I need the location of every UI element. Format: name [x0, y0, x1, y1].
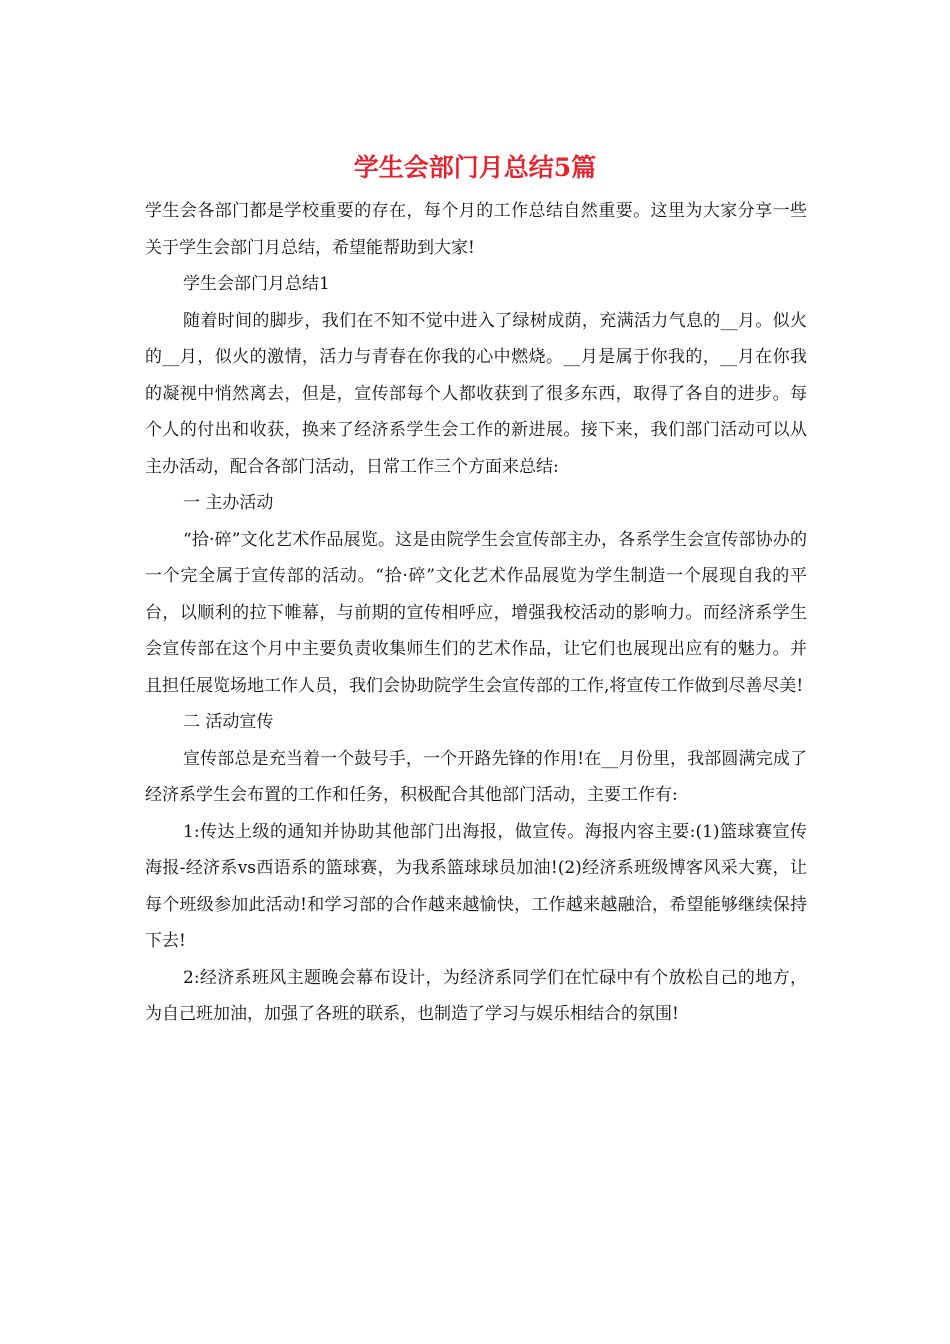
body-paragraph: 1:传达上级的通知并协助其他部门出海报，做宣传。海报内容主要:(1)篮球赛宣传海报-经济系vs西语系的篮球赛，为我系篮球球员加油!(2)经济系班级博客风采大赛，让每个班级参加此活动!和学习部的合作越来越愉快，工作越来越融洽，希望能够继续保持下去!	[145, 821, 807, 951]
body-paragraph: 2:经济系班风主题晚会幕布设计，为经济系同学们在忙碌中有个放松自己的地方，为自己班加油，加强了各班的联系，也制造了学习与娱乐相结合的氛围!	[145, 967, 807, 1024]
body-paragraph: “拾·碎”文化艺术作品展览。这是由院学生会宣传部主办，各系学生会宣传部协办的一个完全属于宣传部的活动。“拾·碎”文化艺术作品展览为学生制造一个展现自我的平台，以顺利的拉下帷幕，与前期的宣传相呼应，增强我校活动的影响力。而经济系学生会宣传部在这个月中主要负责收集师生们的艺术作品，让它们也展现出应有的魅力。并且担任展览场地工作人员，我们会协助院学生会宣传部的工作,将宣传工作做到尽善尽美!	[145, 529, 807, 696]
subsection-heading: 二 活动宣传	[183, 712, 274, 732]
body-paragraph: 宣传部总是充当着一个鼓号手，一个开路先锋的作用!在__月份里，我部圆满完成了经济系学生会布置的工作和任务，积极配合其他部门活动，主要工作有:	[145, 748, 807, 805]
body-paragraph: 随着时间的脚步，我们在不知不觉中进入了绿树成荫，充满活力气息的__月。似火的__月，似火的激情，活力与青春在你我的心中燃烧。__月是属于你我的，__月在你我的凝视中悄然离去，但是，宣传部每个人都收获到了很多东西，取得了各自的进步。每个人的付出和收获，换来了经济系学生会工作的新进展。接下来，我们部门活动可以从主办活动，配合各部门活动，日常工作三个方面来总结:	[145, 310, 807, 477]
subsection-heading: 一 主办活动	[183, 493, 274, 513]
document-body	[145, 193, 807, 1033]
document-title: 学生会部门月总结5篇	[353, 153, 597, 182]
section-heading: 学生会部门月总结1	[183, 274, 330, 294]
intro-paragraph: 学生会各部门都是学校重要的存在，每个月的工作总结自然重要。这里为大家分享一些关于学生会部门月总结，希望能帮助到大家!	[145, 201, 807, 258]
